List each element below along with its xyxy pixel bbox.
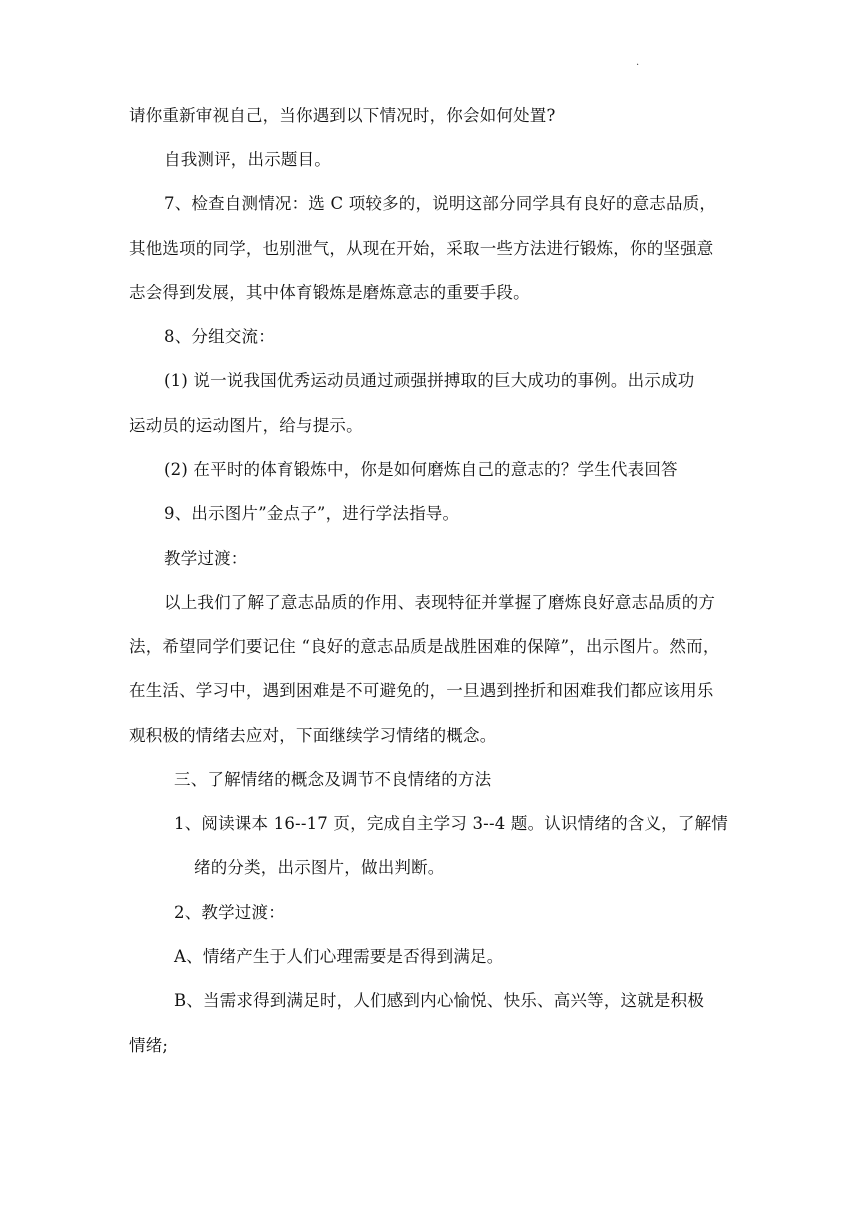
text-line: (2) 在平时的体育锻炼中，你是如何磨炼自己的意志的？学生代表回答 xyxy=(164,460,678,479)
section-heading: 三、了解情绪的概念及调节不良情绪的方法 xyxy=(174,770,492,789)
text-line: 法，希望同学们要记住 “良好的意志品质是战胜困难的保障”，出示图片。然而， xyxy=(129,637,720,656)
text-line: 绪的分类，出示图片，做出判断。 xyxy=(194,858,445,877)
text-line: 教学过渡： xyxy=(164,549,248,568)
text-line: B、当需求得到满足时，人们感到内心愉悦、快乐、高兴等，这就是积极 xyxy=(174,991,705,1010)
text-line: 其他选项的同学，也别泄气，从现在开始，采取一些方法进行锻炼，你的坚强意 xyxy=(129,239,714,258)
text-line: 观积极的情绪去应对，下面继续学习情绪的概念。 xyxy=(129,726,497,745)
text-line: 7、检查自测情况：选 C 项较多的，说明这部分同学具有良好的意志品质， xyxy=(164,194,717,213)
text-line: 2、教学过渡： xyxy=(174,903,285,922)
text-line: (1) 说一说我国优秀运动员通过顽强拼搏取的巨大成功的事例。出示成功 xyxy=(164,371,695,390)
text-line: 以上我们了解了意志品质的作用、表现特征并掌握了磨炼良好意志品质的方 xyxy=(164,593,716,612)
header-mark: . xyxy=(636,57,640,68)
text-line: 情绪; xyxy=(129,1036,169,1055)
text-line: 8、分组交流： xyxy=(164,327,275,346)
text-line: 自我测评，出示题目。 xyxy=(164,150,331,169)
text-line: 9、出示图片”金点子”，进行学法指导。 xyxy=(164,504,460,523)
text-line: 1、阅读课本 16--17 页，完成自主学习 3--4 题。认识情绪的含义，了解情 xyxy=(174,814,728,833)
text-line: 志会得到发展，其中体育锻炼是磨炼意志的重要手段。 xyxy=(129,283,530,302)
text-line: 在生活、学习中，遇到困难是不可避免的，一旦遇到挫折和困难我们都应该用乐 xyxy=(129,681,714,700)
text-line: A、情绪产生于人们心理需要是否得到满足。 xyxy=(174,947,504,966)
text-line: 运动员的运动图片，给与提示。 xyxy=(129,416,363,435)
text-line: 请你重新审视自己，当你遇到以下情况时，你会如何处置? xyxy=(129,106,556,125)
